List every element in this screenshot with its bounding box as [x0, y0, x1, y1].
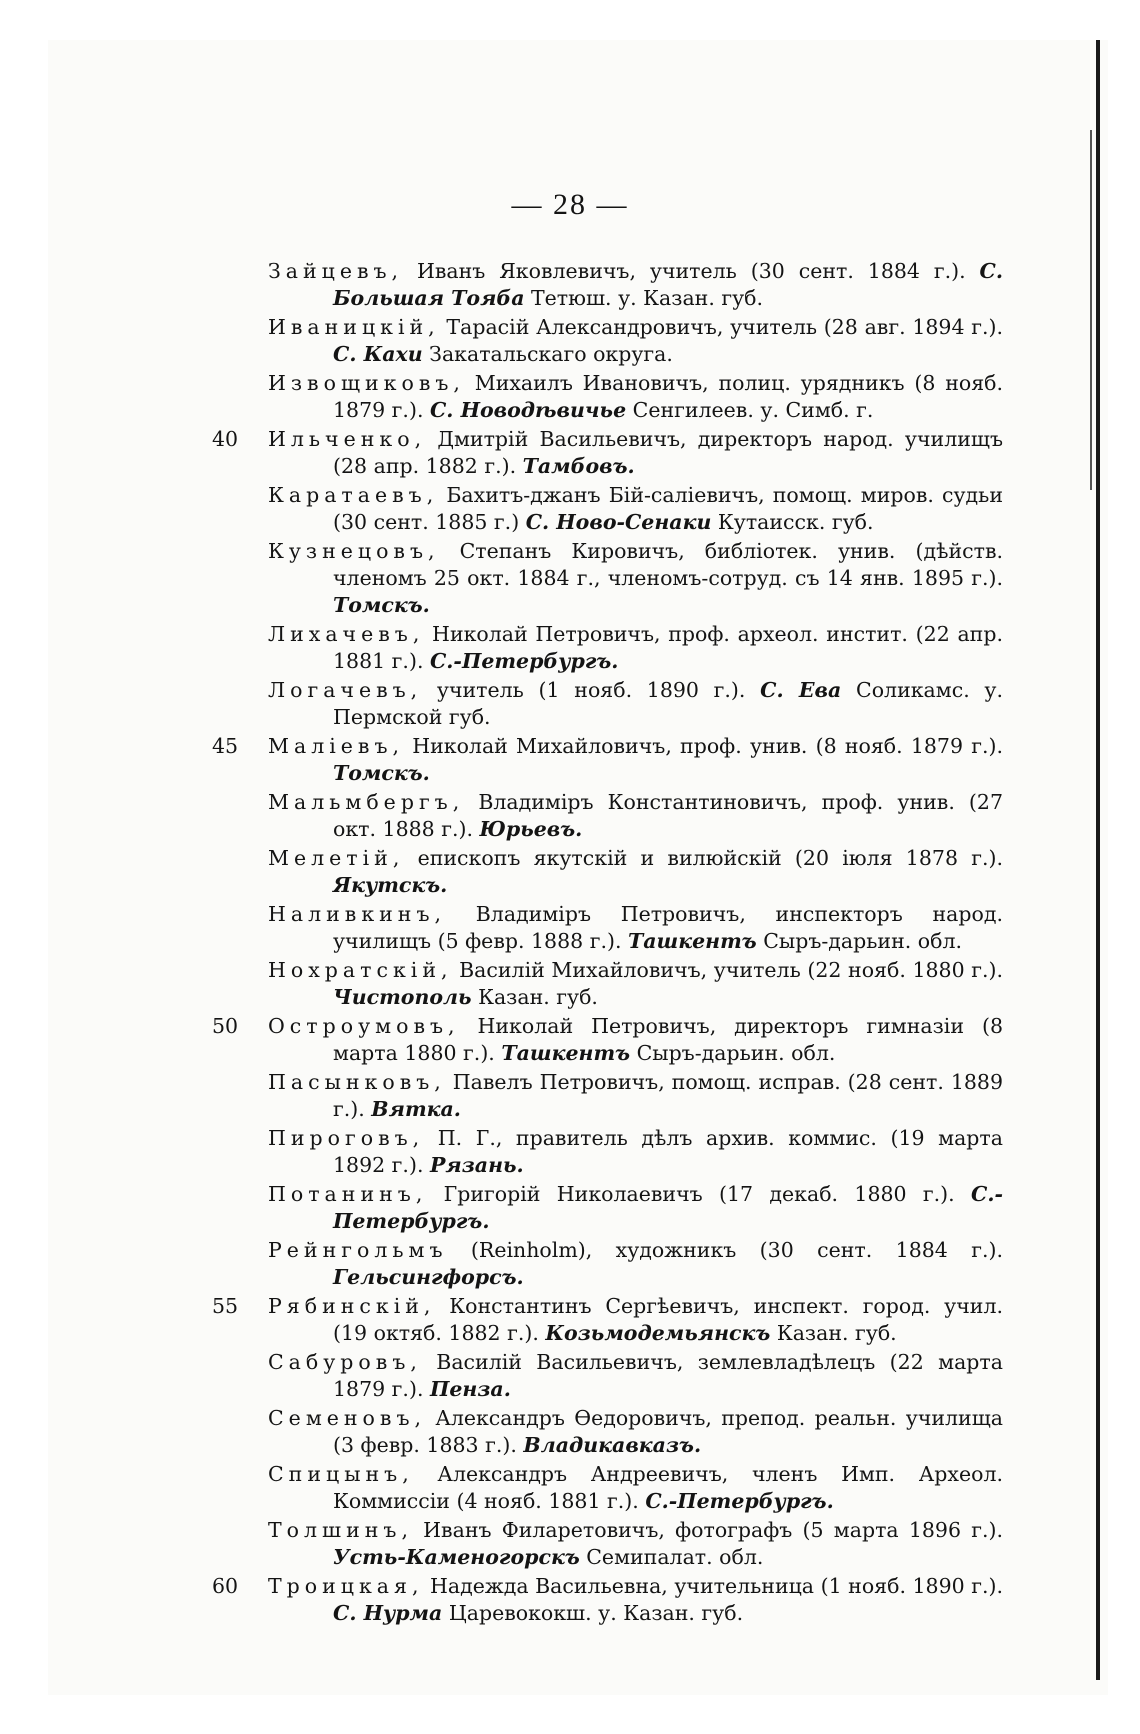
list-item [268, 258, 1003, 312]
entry-surname: Нохратскій, [268, 958, 453, 982]
entry-text: Михаилъ Ивановичъ, полиц. урядникъ (8 нояб. 1879 г.). [333, 371, 1003, 422]
entry-text: Степанъ Кировичъ, библіотек. унив. (дѣйств. членомъ 25 окт. 1884 г., членомъ-сотруд. съ 14 янв. 1895 г.). [333, 539, 1003, 590]
entry-text: Николай Петровичъ, проф. археол. инстит. (22 апр. 1881 г.). [333, 622, 1003, 673]
entry-number: 40 [212, 427, 239, 451]
entry-text-tail: Казан. губ. [471, 985, 598, 1009]
entry-surname: Рябинскій, [268, 1294, 436, 1318]
entry-surname: Наливкинъ, [268, 902, 447, 926]
entry-surname: Остроумовъ, [268, 1014, 460, 1038]
entry-place: С. Ева [760, 678, 842, 702]
entry-number: 55 [212, 1294, 239, 1318]
entry-surname: Мелетій, [268, 846, 405, 870]
entry-text: Владиміръ Петровичъ, инспекторъ народ. училищъ (5 февр. 1888 г.). [333, 902, 1003, 953]
binding-edge-mark-2 [1090, 130, 1092, 490]
entry-place: Усть-Каменогорскъ [333, 1545, 580, 1569]
entry-place: С. Новодѣвичье [429, 398, 627, 422]
list-item [268, 482, 1003, 536]
list-item [268, 1405, 1003, 1459]
entry-surname: Маліевъ, [268, 734, 405, 758]
entry-text: учитель (1 нояб. 1890 г.). [422, 678, 761, 702]
entry-number: 50 [212, 1014, 239, 1038]
entry-text: Александръ Өедоровичъ, препод. реальн. училища (3 февр. 1883 г.). [333, 1406, 1003, 1457]
list-item [268, 845, 1003, 899]
entry-surname: Сабуровъ, [268, 1350, 422, 1374]
entry-text-tail: Тетюш. у. Казан. губ. [524, 286, 764, 310]
entry-text: Павелъ Петровичъ, помощ. исправ. (28 сент. 1889 г.). [333, 1070, 1003, 1121]
list-item [268, 789, 1003, 843]
entry-surname: Троицкая, [268, 1574, 424, 1598]
entry-number: 45 [212, 734, 239, 758]
list-item [268, 621, 1003, 675]
entry-place: Гельсингфорсъ. [333, 1265, 524, 1289]
entry-surname: Логачевъ, [268, 678, 423, 702]
entry-surname: Пасынковъ, [268, 1070, 446, 1094]
page-number: — 28 — [511, 188, 629, 221]
entry-place: Ташкентъ [628, 929, 757, 953]
entry-text: Николай Петровичъ, директоръ гимназіи (8 марта 1880 г.). [333, 1014, 1003, 1065]
entry-text-tail: Семипалат. обл. [579, 1545, 764, 1569]
entry-text: Владиміръ Константиновичъ, проф. унив. (27 окт. 1888 г.). [333, 790, 1003, 841]
list-item [268, 1237, 1003, 1291]
list-item [268, 370, 1003, 424]
entry-place: Томскъ. [333, 593, 430, 617]
entry-text: Тарасій Александровичъ, учитель (28 авг. 1894 г.). [439, 315, 1003, 339]
entry-text-tail: Казан. губ. [770, 1321, 897, 1345]
list-item [212, 1293, 1003, 1347]
entry-place: Владикавказъ. [523, 1433, 702, 1457]
entry-text: Василій Михайловичъ, учитель (22 нояб. 1880 г.). [452, 958, 1003, 982]
entry-text: Александръ Андреевичъ, членъ Имп. Археол. Коммиссіи (4 нояб. 1881 г.). [333, 1462, 1003, 1513]
entry-surname: Толшинъ, [268, 1518, 413, 1542]
list-item [212, 1013, 1003, 1067]
entry-surname: Лихачевъ, [268, 622, 425, 646]
list-item [268, 957, 1003, 1011]
entry-text: Иванъ Яковлевичъ, учитель (30 сент. 1884 г.). [403, 259, 980, 283]
entry-place: Козьмодемьянскъ [545, 1321, 771, 1345]
entry-surname: Семеновъ, [268, 1406, 427, 1430]
entry-text: Василій Васильевичъ, землевладѣлецъ (22 марта 1879 г.). [333, 1350, 1003, 1401]
entry-number: 60 [212, 1574, 239, 1598]
entry-place: С. Ново-Сенаки [525, 510, 712, 534]
entry-place: С. Большая Тояба [333, 259, 1003, 310]
entry-place: Рязань. [429, 1153, 524, 1177]
entry-text-tail: Сенгилеев. у. Симб. г. [626, 398, 874, 422]
entry-place: Ташкентъ [501, 1041, 631, 1065]
entry-place: С. Кахи [333, 342, 423, 366]
entry-place: С. Нурма [333, 1601, 443, 1625]
entry-surname: Кузнецовъ, [268, 539, 440, 563]
list-item [268, 1461, 1003, 1515]
entry-text: Дмитрій Васильевичъ, директоръ народ. училищъ (28 апр. 1882 г.). [333, 427, 1003, 478]
entry-place: Вятка. [371, 1097, 461, 1121]
entry-surname: Ильченко, [268, 427, 427, 451]
list-item [268, 901, 1003, 955]
entry-surname: Рейнгольмъ [268, 1238, 448, 1262]
entry-text: П. Г., правитель дѣлъ архив. коммис. (19 марта 1892 г.). [333, 1126, 1003, 1177]
entry-text: Надежда Васильевна, учительница (1 нояб. 1890 г.). [423, 1574, 1003, 1598]
entry-text: Николай Михайловичъ, проф. унив. (8 нояб. 1879 г.). [404, 734, 1003, 758]
list-item [212, 1573, 1003, 1627]
list-item [268, 1517, 1003, 1571]
list-item [212, 733, 1003, 787]
list-item [268, 677, 1003, 731]
entry-place: Якутскъ. [333, 873, 448, 897]
entry-surname: Потанинъ, [268, 1182, 428, 1206]
entry-text: епископъ якутскій и вилюйскій (20 іюля 1878 г.). [404, 846, 1003, 870]
entry-place: С.-Петербургъ. [645, 1489, 834, 1513]
entry-text-tail: Соликамс. у. Пермской губ. [333, 678, 1003, 729]
binding-edge-mark [1096, 40, 1100, 1680]
list-item [268, 1349, 1003, 1403]
entry-place: С.-Петербургъ. [333, 1182, 1003, 1233]
entry-place: С.-Петербургъ. [429, 649, 619, 673]
entry-text: Бахитъ-джанъ Бій-саліевичъ, помощ. миров. судьи (30 сент. 1885 г.) [333, 483, 1003, 534]
entry-text-tail: Царевококш. у. Казан. губ. [442, 1601, 744, 1625]
entry-surname: Извощиковъ, [268, 371, 465, 395]
list-item [268, 314, 1003, 368]
entry-list [212, 258, 1003, 1629]
entry-text-tail: Кутаисск. губ. [711, 510, 874, 534]
entry-place: Пенза. [429, 1377, 511, 1401]
entry-text-tail: Сыръ-дарьин. обл. [630, 1041, 836, 1065]
list-item [268, 1125, 1003, 1179]
entry-text: Иванъ Филаретовичъ, фотографъ (5 марта 1896 г.). [412, 1518, 1003, 1542]
list-item [268, 538, 1003, 619]
entry-surname: Каратаевъ, [268, 483, 439, 507]
entry-place: Юрьевъ. [479, 817, 583, 841]
entry-surname: Иваницкій, [268, 315, 440, 339]
list-item [212, 426, 1003, 480]
list-item [268, 1069, 1003, 1123]
entry-text-tail: Сыръ-дарьин. обл. [756, 929, 963, 953]
entry-text: Григорій Николаевичъ (17 декаб. 1880 г.). [427, 1182, 972, 1206]
entry-text-tail: Закатальскаго округа. [422, 342, 673, 366]
entry-surname: Зайцевъ, [268, 259, 404, 283]
entry-place: Томскъ. [333, 761, 430, 785]
entry-surname: Мальмбергъ, [268, 790, 465, 814]
entry-surname: Пироговъ, [268, 1126, 425, 1150]
list-item [268, 1181, 1003, 1235]
entry-surname: Спицынъ, [268, 1462, 414, 1486]
entry-place: Чистополь [333, 985, 472, 1009]
entry-text: (Reinholm), художникъ (30 сент. 1884 г.). [447, 1238, 1003, 1262]
entry-text: Константинъ Сергѣевичъ, инспект. город. учил. (19 октяб. 1882 г.). [333, 1294, 1003, 1345]
entry-place: Тамбовъ. [522, 454, 635, 478]
